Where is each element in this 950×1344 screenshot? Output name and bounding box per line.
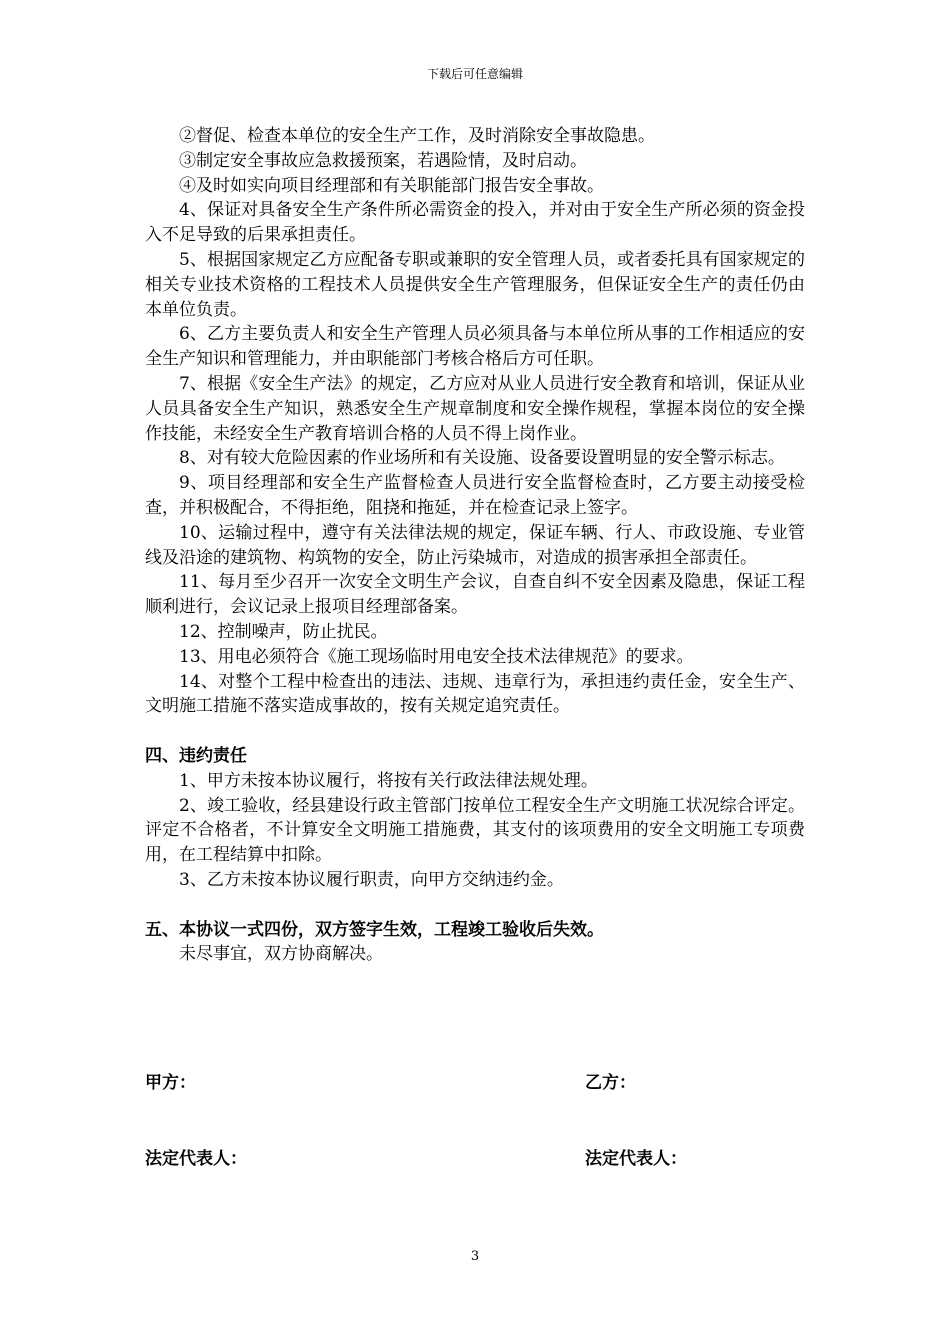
- paragraph: 2、竣工验收，经县建设行政主管部门按单位工程安全生产文明施工状况综合评定。评定不合格者，不计算安全文明施工措施费，其支付的该项费用的安全文明施工专项费用，在工程结算中扣除。: [145, 795, 805, 866]
- party-b-label: 乙方：: [585, 1073, 636, 1093]
- paragraph: 3、乙方未按本协议履行职责，向甲方交纳违约金。: [179, 869, 564, 890]
- paragraph: 5、根据国家规定乙方应配备专职或兼职的安全管理人员，或者委托具有国家规定的相关专业技术资格的工程技术人员提供安全生产管理服务，但保证安全生产的责任仍由本单位负责。: [145, 249, 805, 320]
- paragraph: 7、根据《安全生产法》的规定，乙方应对从业人员进行安全教育和培训，保证从业人员具备安全生产知识，熟悉安全生产规章制度和安全操作规程，掌握本岗位的安全操作技能，未经安全生产教育培训合格的人员不得上岗作业。: [145, 373, 805, 444]
- paragraph: 11、每月至少召开一次安全文明生产会议，自查自纠不安全因素及隐患，保证工程顺利进行，会议记录上报项目经理部备案。: [145, 572, 805, 618]
- paragraph: ②督促、检查本单位的安全生产工作，及时消除安全事故隐患。: [179, 126, 655, 146]
- page-header: 下载后可任意编辑: [426, 67, 523, 81]
- page-number: 3: [470, 1249, 480, 1264]
- signature-party-row: [145, 1070, 805, 1096]
- paragraph: 14、对整个工程中检查出的违法、违规、违章行为，承担违约责任金，安全生产、文明施工措施不落实造成事故的，按有关规定追究责任。: [145, 671, 805, 717]
- paragraph: 未尽事宜，双方协商解决。: [179, 944, 383, 965]
- paragraph: ③制定安全事故应急救援预案，若遇险情，及时启动。: [179, 150, 587, 171]
- paragraph: ④及时如实向项目经理部和有关职能部门报告安全事故。: [179, 175, 604, 196]
- rep-a-label: 法定代表人：: [145, 1149, 247, 1169]
- party-a-label: 甲方：: [145, 1073, 196, 1093]
- paragraph: 9、项目经理部和安全生产监督检查人员进行安全监督检查时，乙方要主动接受检查，并积极配合，不得拒绝，阻挠和拖延，并在检查记录上签字。: [145, 473, 805, 518]
- paragraph: 10、运输过程中，遵守有关法律法规的规定，保证车辆、行人、市政设施、专业管线及沿途的建筑物、构筑物的安全，防止污染城市，对造成的损害承担全部责任。: [145, 522, 805, 568]
- paragraph: 1、甲方未按本协议履行，将按有关行政法律法规处理。: [179, 770, 598, 791]
- rep-b-label: 法定代表人：: [585, 1149, 687, 1169]
- section-heading-copies: 五、本协议一式四份，双方签字生效，工程竣工验收后失效。: [145, 919, 604, 940]
- paragraph: 12、控制噪声，防止扰民。: [179, 621, 388, 642]
- paragraph: 13、用电必须符合《施工现场临时用电安全技术法律规范》的要求。: [179, 646, 694, 667]
- signature-rep-row: [145, 1146, 805, 1172]
- paragraph: 8、对有较大危险因素的作业场所和有关设施、设备要设置明显的安全警示标志。: [179, 448, 785, 469]
- document-body: [145, 124, 805, 967]
- paragraph: 4、保证对具备安全生产条件所必需资金的投入，并对由于安全生产所必须的资金投入不足导致的后果承担责任。: [145, 200, 805, 246]
- paragraph: 6、乙方主要负责人和安全生产管理人员必须具备与本单位所从事的工作相适应的安全生产知识和管理能力，并由职能部门考核合格后方可任职。: [145, 324, 805, 370]
- section-heading-breach: 四、违约责任: [145, 745, 247, 766]
